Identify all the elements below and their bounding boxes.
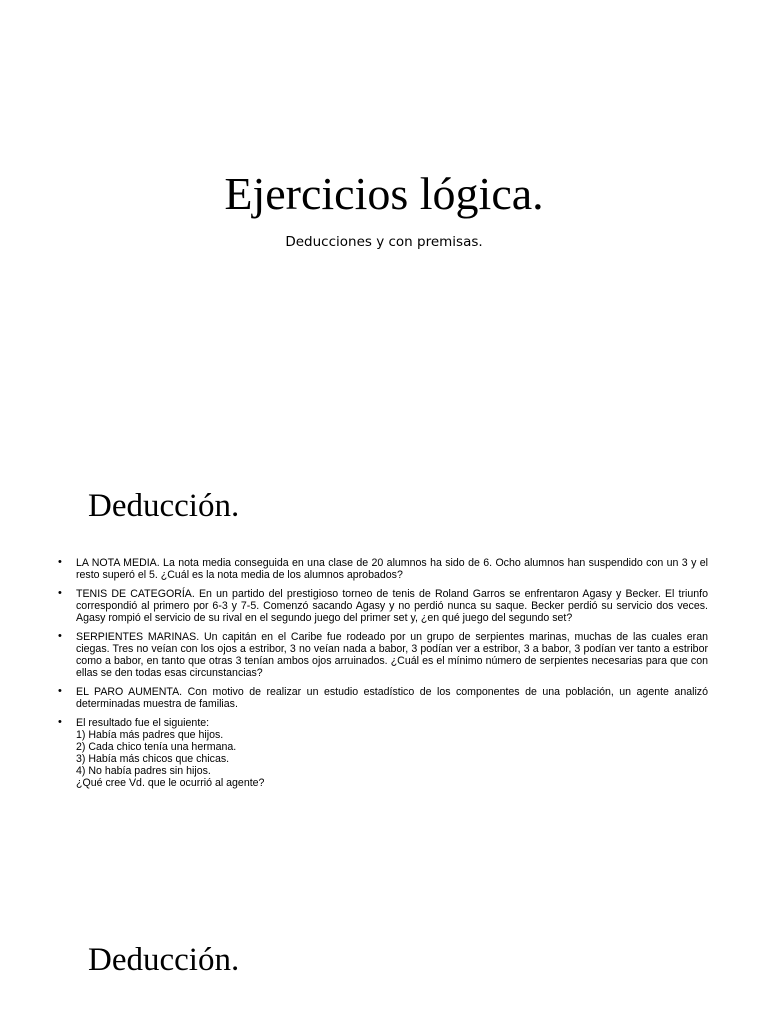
list-item: [58, 631, 708, 679]
exercise-text: SERPIENTES MARINAS. Un capitán en el Caribe fue rodeado por un grupo de serpientes marinas, muchas de las cuales eran ciegas. Tres no veían con los ojos a estribor, 3 no veían nada a babor, 3 podían ver a estribor, 3 a babor, 3 podían ver tanto a estribor como a babor, en tanto que otras 3 tenían ambos ojos arruinados. ¿Cuál es el mínimo número de serpientes necesarias para que con ellas se den todas esas circunstancias?: [76, 631, 708, 679]
section-title: Deducción.: [88, 942, 240, 978]
slide-deduccion-2: [0, 910, 768, 1024]
bullet-icon: •: [58, 685, 62, 697]
list-item: [58, 686, 708, 710]
bullet-icon: •: [58, 716, 62, 728]
bullet-icon: •: [58, 630, 62, 642]
result-line: 3) Había más chicos que chicas.: [76, 753, 230, 765]
list-item: [58, 588, 708, 624]
exercise-text: LA NOTA MEDIA. La nota media conseguida en una clase de 20 alumnos ha sido de 6. Ocho alumnos han suspendido con un 3 y el resto superó el 5. ¿Cuál es la nota media de los alumnos aprobados?: [76, 557, 708, 581]
result-line: ¿Qué cree Vd. que le ocurrió al agente?: [76, 777, 265, 789]
list-item: [58, 717, 708, 789]
list-item: [58, 557, 708, 581]
slide-title: [0, 0, 768, 440]
result-line: El resultado fue el siguiente:: [76, 717, 210, 729]
section-title: Deducción.: [88, 488, 240, 524]
bullet-icon: •: [58, 587, 62, 599]
result-line: 2) Cada chico tenía una hermana.: [76, 741, 237, 753]
exercise-text: TENIS DE CATEGORÍA. En un partido del prestigioso torneo de tenis de Roland Garros se enfrentaron Agasy y Becker. El triunfo correspondió al primero por 6-3 y 7-5. Comenzó sacando Agasy y no perdió nunca su saque. Becker perdió su servicio dos veces. Agasy rompió el servicio de su rival en el segundo juego del primer set y, ¿en qué juego del segundo set?: [76, 588, 708, 624]
result-line: 4) No había padres sin hijos.: [76, 765, 211, 777]
bullet-icon: •: [58, 556, 62, 568]
exercise-list: [58, 557, 708, 796]
page-title: Ejercicios lógica.: [224, 168, 544, 219]
exercise-text: EL PARO AUMENTA. Con motivo de realizar un estudio estadístico de los componentes de una población, un agente analizó determinadas muestra de familias.: [76, 686, 708, 710]
slide-deduccion: [0, 440, 768, 910]
page-subtitle: Deducciones y con premisas.: [285, 234, 483, 250]
result-line: 1) Había más padres que hijos.: [76, 729, 224, 741]
